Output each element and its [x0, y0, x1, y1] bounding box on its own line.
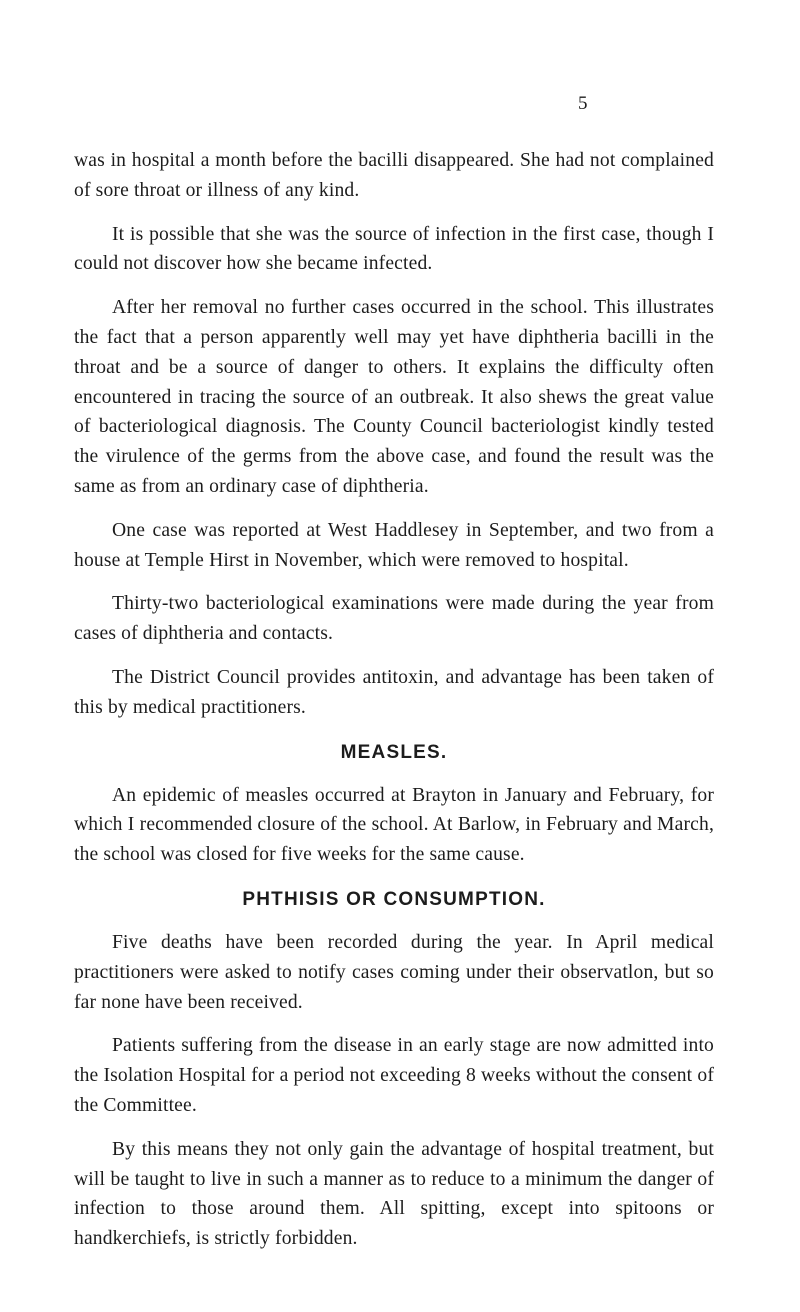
paragraph-isolation-hospital: Patients suffering from the disease in an early stage are now admitted into the Isolation Hospital for a period not exceeding 8 weeks without the consent of the Committee.: [74, 1035, 714, 1116]
page-number: 5: [578, 93, 588, 114]
paragraph-antitoxin: The District Council provides antitoxin, and advantage has been taken of this by medical practitioners.: [74, 666, 714, 718]
paragraph-phthisis-deaths: Five deaths have been recorded during the year. In April medical practitioners were asked to notify cases coming under their observatlon, but so far none have been received.: [74, 931, 714, 1013]
paragraph-bacteriological-examinations: Thirty-two bacteriological examinations were made during the year from cases of diphtheria and contacts.: [74, 593, 714, 645]
paragraph-hospital-stay: was in hospital a month before the bacilli disappeared. She had not complained of sore throat or illness of any kind.: [74, 150, 714, 201]
paragraph-after-removal: After her removal no further cases occurred in the school. This illustrates the fact that a person apparently well may yet have diphtheria bacilli in the throat and be a source of danger to others. It explains the difficulty often encountered in tracing the source of an outbreak. It also shews the great value of bacteriological diagnosis. The County Council bacteriologist kindly tested the virulence of the germs from the above case, and found the result was the same as from an ordinary case of diphtheria.: [74, 297, 714, 497]
measles-heading: MEASLES.: [340, 741, 448, 763]
paragraph-hospital-treatment: By this means they not only gain the advantage of hospital treatment, but will be taught to live in such a manner as to reduce to a minimum the danger of infection to those around them. All spitting, except into spitoons or handkerchiefs, is strictly forbidden.: [74, 1138, 714, 1250]
paragraph-measles-epidemic: An epidemic of measles occurred at Brayton in January and February, for which I recommended closure of the school. At Barlow, in February and March, the school was closed for five weeks for the same cause.: [74, 784, 714, 866]
paragraph-source-of-infection: It is possible that she was the source of infection in the first case, though I could not discover how she became infected.: [74, 223, 714, 275]
phthisis-heading: PHTHISIS OR CONSUMPTION.: [242, 888, 546, 910]
report-body: [74, 146, 714, 1268]
paragraph-west-haddlesey: One case was reported at West Haddlesey in September, and two from a house at Temple Hirst in November, which were removed to hospital.: [74, 519, 714, 571]
